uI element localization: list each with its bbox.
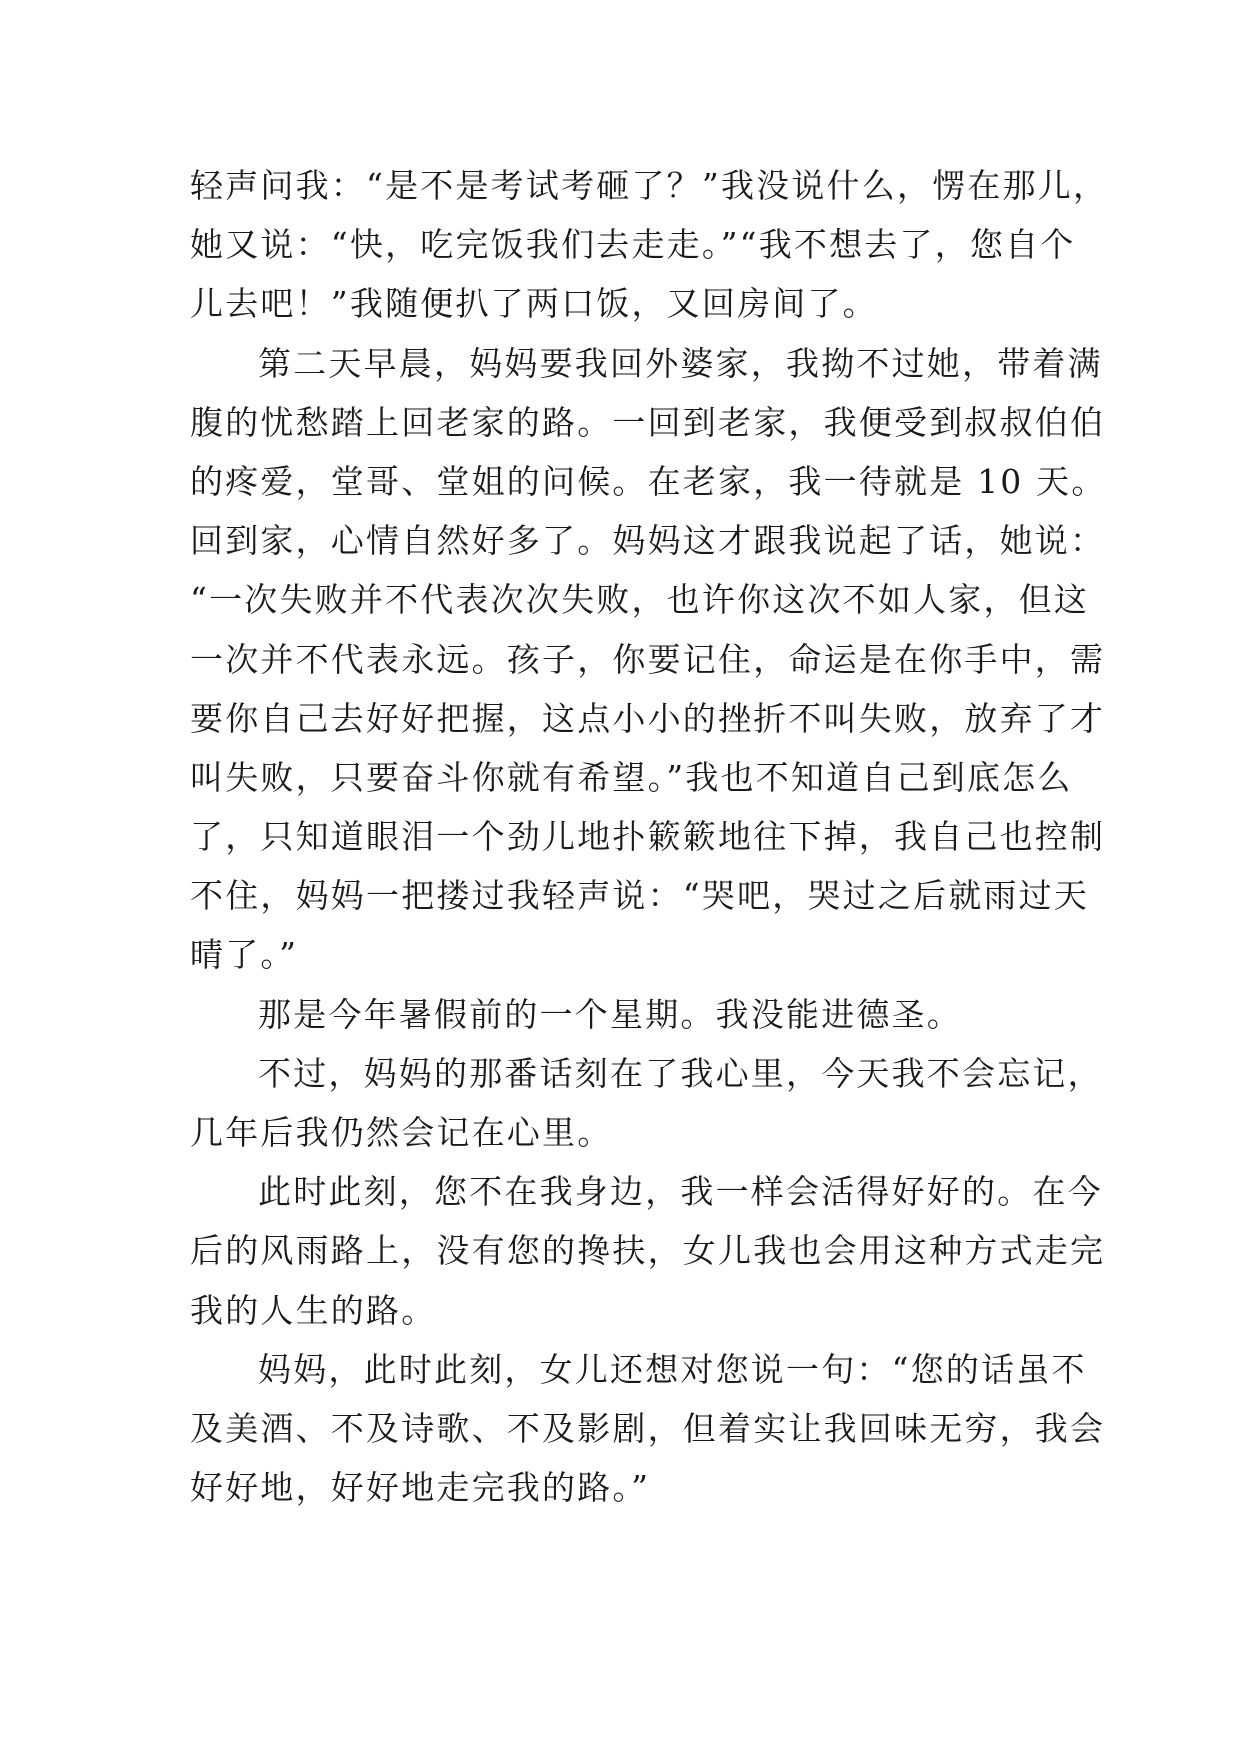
text-line: 几年后我仍然会记在心里。	[190, 1113, 613, 1152]
text-line: 儿去吧！”我随便扒了两口饭，又回房间了。	[190, 284, 878, 324]
text-line: 我的人生的路。	[190, 1290, 437, 1330]
paragraph-start-line: 第二天早晨，妈妈要我回外婆家，我拗不过她，带着满	[258, 343, 1103, 383]
body-text	[190, 156, 1109, 1517]
text-line: 腹的忧愁踏上回老家的路。一回到老家，我便受到叔叔伯伯	[190, 402, 1106, 442]
text-line: 后的风雨路上，没有您的搀扶，女儿我也会用这种方式走完	[190, 1231, 1106, 1271]
text-line: 轻声问我：“是不是考试考砸了？”我没说什么，愣在那儿，	[190, 166, 1109, 205]
text-line: 好好地，好好地走完我的路。”	[190, 1468, 651, 1508]
text-line: 叫失败，只要奋斗你就有希望。”我也不知道自己到底怎么	[190, 757, 1073, 797]
paragraph-start-line: 此时此刻，您不在我身边，我一样会活得好好的。在今	[258, 1172, 1103, 1212]
text-line: 晴了。”	[190, 935, 299, 975]
text-line: 及美酒、不及诗歌、不及影剧，但着实让我回味无穷，我会	[190, 1408, 1106, 1448]
text-line: 不住，妈妈一把搂过我轻声说：“哭吧，哭过之后就雨过天	[190, 876, 1090, 916]
text-line: “一次失败并不代表次次失败，也许你这次不如人家，但这	[190, 580, 1090, 620]
paragraph-start-line: 那是今年暑假前的一个星期。我没能进德圣。	[258, 994, 962, 1034]
paragraph-start-line: 不过，妈妈的那番话刻在了我心里，今天我不会忘记，	[258, 1053, 1103, 1093]
paragraph-start-line: 妈妈，此时此刻，女儿还想对您说一句：“您的话虽不	[258, 1349, 1087, 1389]
text-line: 一次并不代表永远。孩子，你要记住，命运是在你手中，需	[190, 639, 1106, 679]
text-line: 回到家，心情自然好多了。妈妈这才跟我说起了话，她说：	[190, 521, 1106, 561]
text-line: 她又说：“快，吃完饭我们去走走。”“我不想去了，您自个	[190, 225, 1076, 265]
text-line: 了，只知道眼泪一个劲儿地扑簌簌地往下掉，我自己也控制	[190, 817, 1106, 857]
text-line: 的疼爱，堂哥、堂姐的问候。在老家，我一待就是 10 天。	[190, 461, 1107, 501]
text-line: 要你自己去好好把握，这点小小的挫折不叫失败，放弃了才	[190, 698, 1106, 738]
